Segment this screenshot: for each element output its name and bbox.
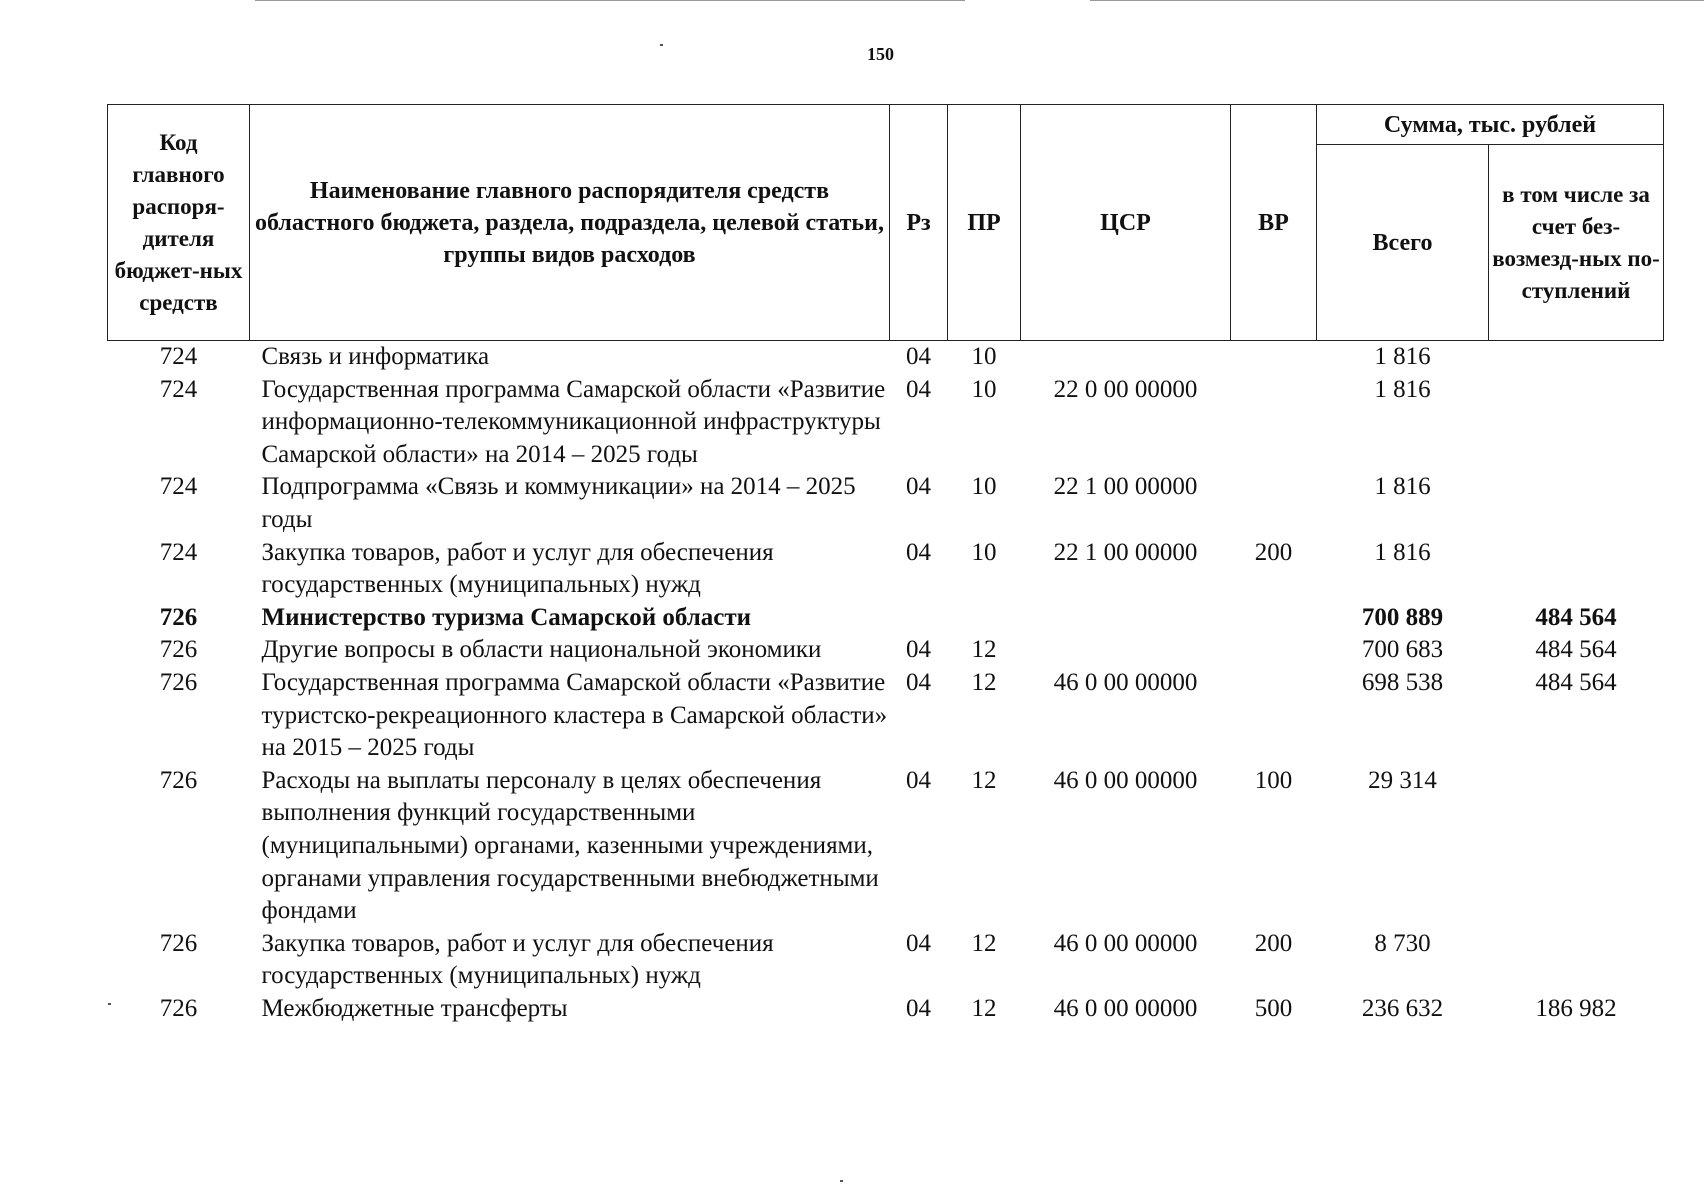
cell-total: 698 538 xyxy=(1361,668,1444,696)
cell-vr: 500 xyxy=(1254,994,1293,1022)
cell-rz: 04 xyxy=(906,929,931,957)
cell-csr xyxy=(1021,341,1231,374)
cell-rz: 04 xyxy=(906,375,931,403)
cell-total: 236 632 xyxy=(1361,994,1444,1022)
cell-vr xyxy=(1231,634,1317,667)
cell-rz: 04 xyxy=(906,636,931,664)
cell-pr: 12 xyxy=(971,994,997,1022)
cell-csr xyxy=(1021,634,1231,667)
cell-code: 724 xyxy=(159,375,198,403)
cell-incl xyxy=(1489,471,1664,536)
cell-total: 700 683 xyxy=(1361,636,1444,664)
cell-vr xyxy=(1231,341,1317,374)
table-row xyxy=(108,765,1664,928)
cell-vr xyxy=(1231,471,1317,536)
cell-pr: 10 xyxy=(971,375,997,403)
cell-csr: 22 0 00 00000 xyxy=(1053,375,1198,403)
cell-vr: 200 xyxy=(1254,538,1293,566)
cell-code: 726 xyxy=(159,668,198,696)
cell-code: 726 xyxy=(159,766,198,794)
table-row xyxy=(108,667,1664,765)
cell-pr: 12 xyxy=(971,766,997,794)
cell-pr: 12 xyxy=(971,668,997,696)
cell-code: 726 xyxy=(159,603,198,631)
cell-total: 8 730 xyxy=(1374,929,1431,957)
cell-vr: 200 xyxy=(1254,929,1293,957)
cell-rz: 04 xyxy=(906,473,931,501)
cell-total: 700 889 xyxy=(1361,603,1444,631)
cell-code: 724 xyxy=(159,343,198,370)
page-number: 150 xyxy=(867,44,894,64)
cell-rz: 04 xyxy=(906,668,931,696)
cell-csr: 22 1 00 00000 xyxy=(1053,538,1198,566)
cell-name: Государственная программа Самарской области «Развитие информационно-телекоммуникационной инфраструктуры Самарской области» на 2014 – 2025 годы xyxy=(261,375,886,468)
cell-rz: 04 xyxy=(906,994,931,1022)
cell-rz: 04 xyxy=(906,538,931,566)
cell-pr: 12 xyxy=(971,636,997,664)
cell-incl xyxy=(1489,341,1664,374)
table-row xyxy=(108,341,1664,374)
cell-vr xyxy=(1231,374,1317,472)
table-row xyxy=(108,602,1664,635)
header-total: Всего xyxy=(1317,145,1489,341)
header-vr: ВР xyxy=(1231,105,1317,341)
table-row xyxy=(108,537,1664,602)
cell-vr xyxy=(1231,602,1317,635)
cell-name: Межбюджетные трансферты xyxy=(261,994,568,1022)
cell-name: Расходы на выплаты персоналу в целях обеспечения выполнения функций государственными (муниципальными) органами, казенными учреждениями, органами управления государственными внебюджетными фондами xyxy=(261,766,879,925)
scan-speck xyxy=(840,1180,843,1182)
cell-csr: 22 1 00 00000 xyxy=(1053,473,1198,501)
cell-incl: 484 564 xyxy=(1535,636,1617,664)
cell-total: 1 816 xyxy=(1374,538,1431,566)
scan-artifact-line xyxy=(1090,0,1704,1)
cell-csr: 46 0 00 00000 xyxy=(1053,668,1198,696)
cell-incl: 484 564 xyxy=(1535,603,1617,631)
cell-code: 726 xyxy=(159,636,198,664)
cell-pr: 10 xyxy=(971,473,997,501)
header-csr: ЦСР xyxy=(1021,105,1231,341)
cell-pr: 12 xyxy=(971,929,997,957)
header-code: Код главного распоря-дителя бюджет-ных средств xyxy=(108,105,250,341)
budget-table-container xyxy=(107,104,1663,1025)
table-row xyxy=(108,634,1664,667)
cell-incl xyxy=(1489,537,1664,602)
cell-rz xyxy=(890,602,948,635)
cell-rz: 04 xyxy=(906,343,931,370)
table-row xyxy=(108,471,1664,536)
header-rz: Рз xyxy=(890,105,948,341)
header-sum: Сумма, тыс. рублей xyxy=(1317,105,1664,145)
cell-pr xyxy=(948,602,1021,635)
budget-table xyxy=(107,104,1664,1025)
cell-name: Закупка товаров, работ и услуг для обеспечения государственных (муниципальных) нужд xyxy=(261,538,774,599)
cell-total: 29 314 xyxy=(1368,766,1437,794)
cell-code: 724 xyxy=(159,538,198,566)
cell-code: 724 xyxy=(159,473,198,501)
cell-vr: 100 xyxy=(1254,766,1293,794)
cell-incl: 186 982 xyxy=(1535,994,1617,1022)
cell-csr: 46 0 00 00000 xyxy=(1053,766,1198,794)
cell-total: 1 816 xyxy=(1374,375,1431,403)
header-incl: в том числе за счет без-возмезд-ных по-ступлений xyxy=(1489,145,1664,341)
cell-vr xyxy=(1231,667,1317,765)
cell-csr xyxy=(1021,602,1231,635)
cell-code: 726 xyxy=(159,929,198,957)
scan-artifact-line xyxy=(255,0,965,1)
header-pr: ПР xyxy=(948,105,1021,341)
table-body xyxy=(108,341,1664,1026)
header-name: Наименование главного распорядителя средств областного бюджета, раздела, подраздела, целевой статьи, группы видов расходов xyxy=(250,105,890,341)
cell-incl xyxy=(1489,765,1664,928)
cell-incl xyxy=(1489,374,1664,472)
cell-code: 726 xyxy=(159,994,198,1022)
cell-name: Министерство туризма Самарской области xyxy=(261,603,752,631)
cell-csr: 46 0 00 00000 xyxy=(1053,929,1198,957)
cell-total: 1 816 xyxy=(1374,473,1431,501)
cell-name: Другие вопросы в области национальной экономики xyxy=(261,636,822,664)
cell-total: 1 816 xyxy=(1374,343,1431,370)
cell-csr: 46 0 00 00000 xyxy=(1053,994,1198,1022)
table-row xyxy=(108,993,1664,1026)
cell-name: Закупка товаров, работ и услуг для обеспечения государственных (муниципальных) нужд xyxy=(261,929,774,990)
cell-name: Государственная программа Самарской области «Развитие туристско-рекреационного кластера в Самарской области» на 2015 – 2025 годы xyxy=(261,668,888,762)
cell-incl: 484 564 xyxy=(1535,668,1617,696)
cell-incl xyxy=(1489,928,1664,993)
cell-name: Связь и информатика xyxy=(261,343,490,370)
cell-pr: 10 xyxy=(971,343,997,370)
cell-rz: 04 xyxy=(906,766,931,794)
table-row xyxy=(108,928,1664,993)
cell-name: Подпрограмма «Связь и коммуникации» на 2014 – 2025 годы xyxy=(261,473,856,533)
cell-pr: 10 xyxy=(971,538,997,566)
table-row xyxy=(108,374,1664,472)
